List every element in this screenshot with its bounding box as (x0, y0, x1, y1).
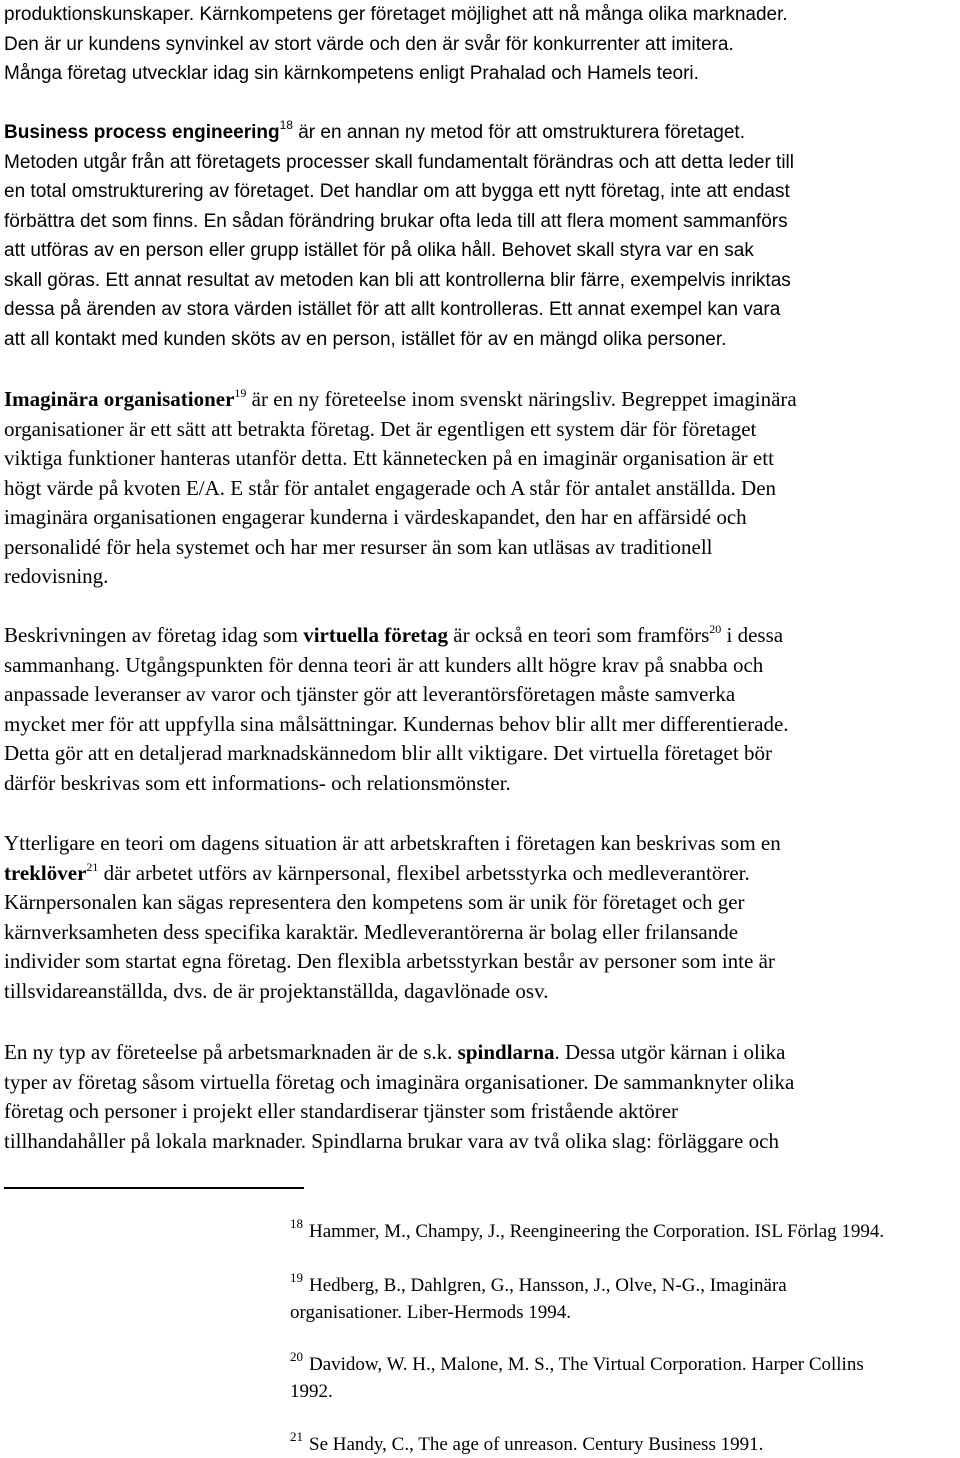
paragraph-core-competence (4, 0, 954, 89)
footnote-number: 18 (290, 1216, 303, 1231)
footnote-line: 1992. (290, 1381, 333, 1402)
footnote-number: 19 (290, 1270, 303, 1285)
footnote-number: 21 (290, 1429, 303, 1444)
term-business-process-engineering: Business process engineering (4, 122, 280, 143)
footnote-line (290, 1431, 956, 1458)
text-line: Många företag utvecklar idag sin kärnkompetens enligt Prahalad och Hamels teori. (4, 63, 699, 84)
text-line: tillhandahåller på lokala marknader. Spindlarna brukar vara av två olika slag: förläggare och (4, 1128, 779, 1153)
footnote-text: Davidow, W. H., Malone, M. S., The Virtual Corporation. Harper Collins (309, 1354, 864, 1375)
text-line: därför beskrivas som ett informations- och relationsmönster. (4, 770, 511, 795)
paragraph-spiders (4, 1038, 954, 1156)
text-line: produktionskunskaper. Kärnkompetens ger företaget möjlighet att nå många olika marknader. (4, 4, 788, 25)
text-fragment: där arbetet utförs av kärnpersonal, flexibel arbetsstyrka och medleverantörer. (98, 860, 750, 885)
footnote-ref-20[interactable]: 20 (709, 622, 722, 636)
text-fragment: Beskrivningen av företag idag som (4, 623, 304, 647)
text-line: förbättra det som finns. En sådan förändring brukar ofta leda till att flera moment sammanförs (4, 210, 788, 232)
text-line: dessa på ärenden av stora värden istället för att allt kontrolleras. Ett annat exempel kan vara (4, 299, 781, 320)
paragraph-imaginary-organisations (4, 385, 954, 592)
text-fragment: är också en teori som framförs (448, 623, 710, 647)
text-line (4, 1038, 954, 1068)
term-shamrock: treklöver (4, 860, 87, 885)
footnote-20 (290, 1351, 956, 1405)
text-line: en total omstrukturering av företaget. Det handlar om att bygga ett nytt företag, inte att endast (4, 181, 790, 202)
footnote-line: organisationer. Liber-Hermods 1994. (290, 1302, 572, 1323)
footnote-number: 20 (290, 1349, 303, 1364)
term-virtual-companies: virtuella företag (303, 623, 449, 647)
term-spiders: spindlarna (457, 1040, 555, 1064)
text-line: organisationer är ett sätt att betrakta företag. Det är egentligen ett system där för företaget (4, 416, 757, 441)
text-line: personalidé för hela systemet och har mer resurser än som kan utläsas av traditionell (4, 534, 713, 559)
text-line (4, 859, 954, 889)
footnote-line (290, 1272, 956, 1299)
text-fragment: . Dessa utgör kärnan i olika (554, 1040, 786, 1064)
footnote-separator (4, 1187, 304, 1189)
paragraph-business-process-engineering (4, 118, 954, 354)
footnote-line (290, 1351, 956, 1378)
text-line: högt värde på kvoten E/A. E står för antalet engagerade och A står för antalet anställda. Den (4, 475, 777, 500)
footnote-21 (290, 1431, 956, 1458)
text-line: skall göras. Ett annat resultat av metoden kan bli att kontrollerna blir färre, exempelvis inriktas (4, 269, 791, 291)
text-line: Kärnpersonalen kan sägas representera den kompetens som är unik för företaget och ger (4, 890, 745, 914)
text-line: mycket mer för att uppfylla sina målsättningar. Kundernas behov blir allt mer differentierade. (4, 711, 789, 736)
text-line: att all kontakt med kunden sköts av en person, istället för av en mängd olika personer. (4, 328, 727, 350)
footnote-ref-19[interactable]: 19 (234, 386, 247, 400)
text-line (4, 118, 954, 148)
footnote-ref-18[interactable]: 18 (279, 118, 293, 132)
text-line (4, 621, 954, 651)
text-line (4, 385, 954, 415)
footnote-text: Hedberg, B., Dahlgren, G., Hansson, J., Olve, N-G., Imaginära (309, 1275, 787, 1296)
text-line: individer som startat egna företag. Den flexibla arbetsstyrkan består av personer som inte är (4, 949, 775, 973)
text-line: viktiga funktioner hanteras utanför detta. Ett kännetecken på en imaginär organisation är ett (4, 446, 774, 470)
paragraph-shamrock (4, 829, 954, 1006)
text-fragment: En ny typ av företeelse på arbetsmarknaden är de s.k. (4, 1040, 458, 1064)
text-line: sammanhang. Utgångspunkten för denna teori är att kunders allt högre krav på snabba och (4, 652, 764, 677)
footnote-text: Hammer, M., Champy, J., Reengineering the Corporation. ISL Förlag 1994. (309, 1221, 885, 1242)
text-line: Den är ur kundens synvinkel av stort värde och den är svår för konkurrenter att imitera. (4, 33, 734, 55)
text-line: Detta gör att en detaljerad marknadskännedom blir allt viktigare. Det virtuella företaget bör (4, 741, 772, 765)
text-line: kärnverksamheten dess specifika karaktär. Medleverantörerna är bolag eller frilansande (4, 919, 739, 944)
footnote-line (290, 1218, 956, 1245)
text-line: anpassade leveranser av varor och tjänster gör att leverantörsföretagen måste samverka (4, 682, 736, 706)
text-line: tillsvidareanställda, dvs. de är projektanställda, dagavlönade osv. (4, 978, 549, 1003)
text-line: Metoden utgår från att företagets processer skall fundamentalt förändras och att detta leder till (4, 151, 794, 173)
text-fragment: är en ny företeelse inom svenskt näringsliv. Begreppet imaginära (246, 387, 797, 411)
text-fragment: i dessa (721, 623, 784, 647)
text-line: företag och personer i projekt eller standardiserar tjänster som fristående aktörer (4, 1099, 679, 1123)
footnote-18 (290, 1218, 956, 1245)
text-fragment: är en annan ny metod för att omstrukturera företaget. (292, 122, 745, 143)
text-line: typer av företag såsom virtuella företag och imaginära organisationer. De sammanknyter olika (4, 1069, 795, 1094)
text-line: redovisning. (4, 564, 109, 588)
term-imaginary-organisations: Imaginära organisationer (4, 387, 235, 411)
footnote-text: Se Handy, C., The age of unreason. Century Business 1991. (309, 1434, 764, 1455)
text-line: imaginära organisationen engagerar kunderna i värdeskapandet, den har en affärsidé och (4, 505, 747, 529)
footnote-ref-21[interactable]: 21 (86, 859, 99, 874)
text-line: att utföras av en person eller grupp istället för på olika håll. Behovet skall styra var en sak (4, 240, 754, 261)
footnote-19 (290, 1272, 956, 1326)
text-line: Ytterligare en teori om dagens situation är att arbetskraften i företagen kan beskrivas som en (4, 831, 781, 855)
paragraph-virtual-companies (4, 621, 954, 798)
